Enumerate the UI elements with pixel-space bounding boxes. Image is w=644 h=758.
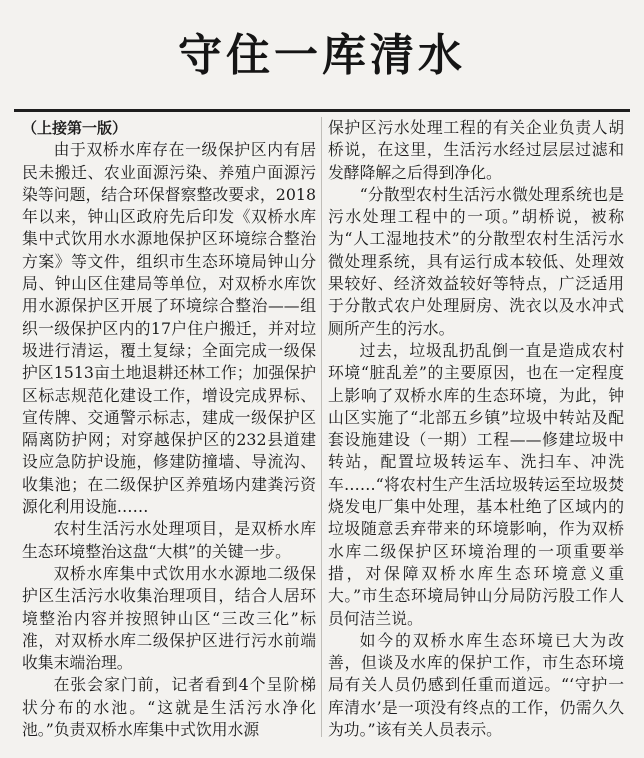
paragraph: 过去，垃圾乱扔乱倒一直是造成农村环境“脏乱差”的主要原因，也在一定程度上影响了双桥水库的生态环境，为此，钟山区实施了“北部五乡镇”垃圾中转站及配套设施建设（一期）工程——修建垃圾中转站，配置垃圾转运车、洗扫车、冲洗车……“将农村生产生活垃圾转运至垃圾焚烧发电厂集中处理，基本杜绝了区域内的垃圾随意丢弃带来的环境影响，作为双桥水库二级保护区环境治理的一项重要举措，对保障双桥水库生态环境意义重大。”市生态环境局钟山分局防污股工作人员何洁兰说。 [328, 340, 624, 628]
headline-rule [14, 109, 630, 112]
paragraph: 由于双桥水库存在一级保护区内有居民未搬迁、农业面源污染、养殖户面源污染等问题，结合环保督察整改要求，2018年以来，钟山区政府先后印发《双桥水库集中式饮用水水源地保护区环境综合整治方案》等文件，组织市生态环境局钟山分局、钟山区住建局等单位，对双桥水库饮用水源保护区开展了环境综合整治——组织一级保护区内的17户住户搬迁，并对垃圾进行清运，覆土复绿；全面完成一级保护区1513亩土地退耕还林工作；加强保护区标志规范化建设工作，增设完成界标、宣传牌、交通警示标志，建成一级保护区隔离防护网；对穿越保护区的232县道建设应急防护设施，修建防撞墙、导流沟、收集池；在二级保护区养殖场内建粪污资源化利用设施…… [22, 140, 316, 517]
paragraph: 农村生活污水处理项目，是双桥水库生态环境整治这盘“大棋”的关键一步。 [22, 519, 316, 561]
continued-label: （上接第一版） [22, 119, 128, 137]
paragraph-continuation: 保护区污水处理工程的有关企业负责人胡桥说，在这里，生活污水经过层层过滤和发酵降解之后得到净化。 [328, 118, 624, 182]
paragraph: 双桥水库集中式饮用水水源地二级保护区生活污水收集治理项目，结合人居环境整治内容并按照钟山区“三改三化”标准，对双桥水库二级保护区进行污水前端收集末端治理。 [22, 563, 316, 673]
article-headline: 守住一库清水 [178, 30, 466, 81]
paragraph: 在张会家门前，记者看到4个呈阶梯状分布的水池。“这就是生活污水净化池。”负责双桥水库集中式饮用水源 [22, 675, 316, 740]
paragraph: “分散型农村生活污水微处理系统也是污水处理工程中的一项。”胡桥说，被称为“人工湿地技术”的分散型农村生活污水微处理系统，具有运行成本较低、处理效果较好、经济效益较好等特点，广泛适用于分散式农户处理厨房、洗衣以及水冲式厕所产生的污水。 [328, 184, 624, 338]
right-column [328, 117, 624, 741]
left-column [22, 117, 316, 741]
column-divider [321, 117, 322, 737]
paragraph: 如今的双桥水库生态环境已大为改善，但谈及水库的保护工作，市生态环境局有关人员仍感到任重而道远。“‘守护一库清水’是一项没有终点的工作，仍需久久为功。”该有关人员表示。 [328, 630, 624, 740]
